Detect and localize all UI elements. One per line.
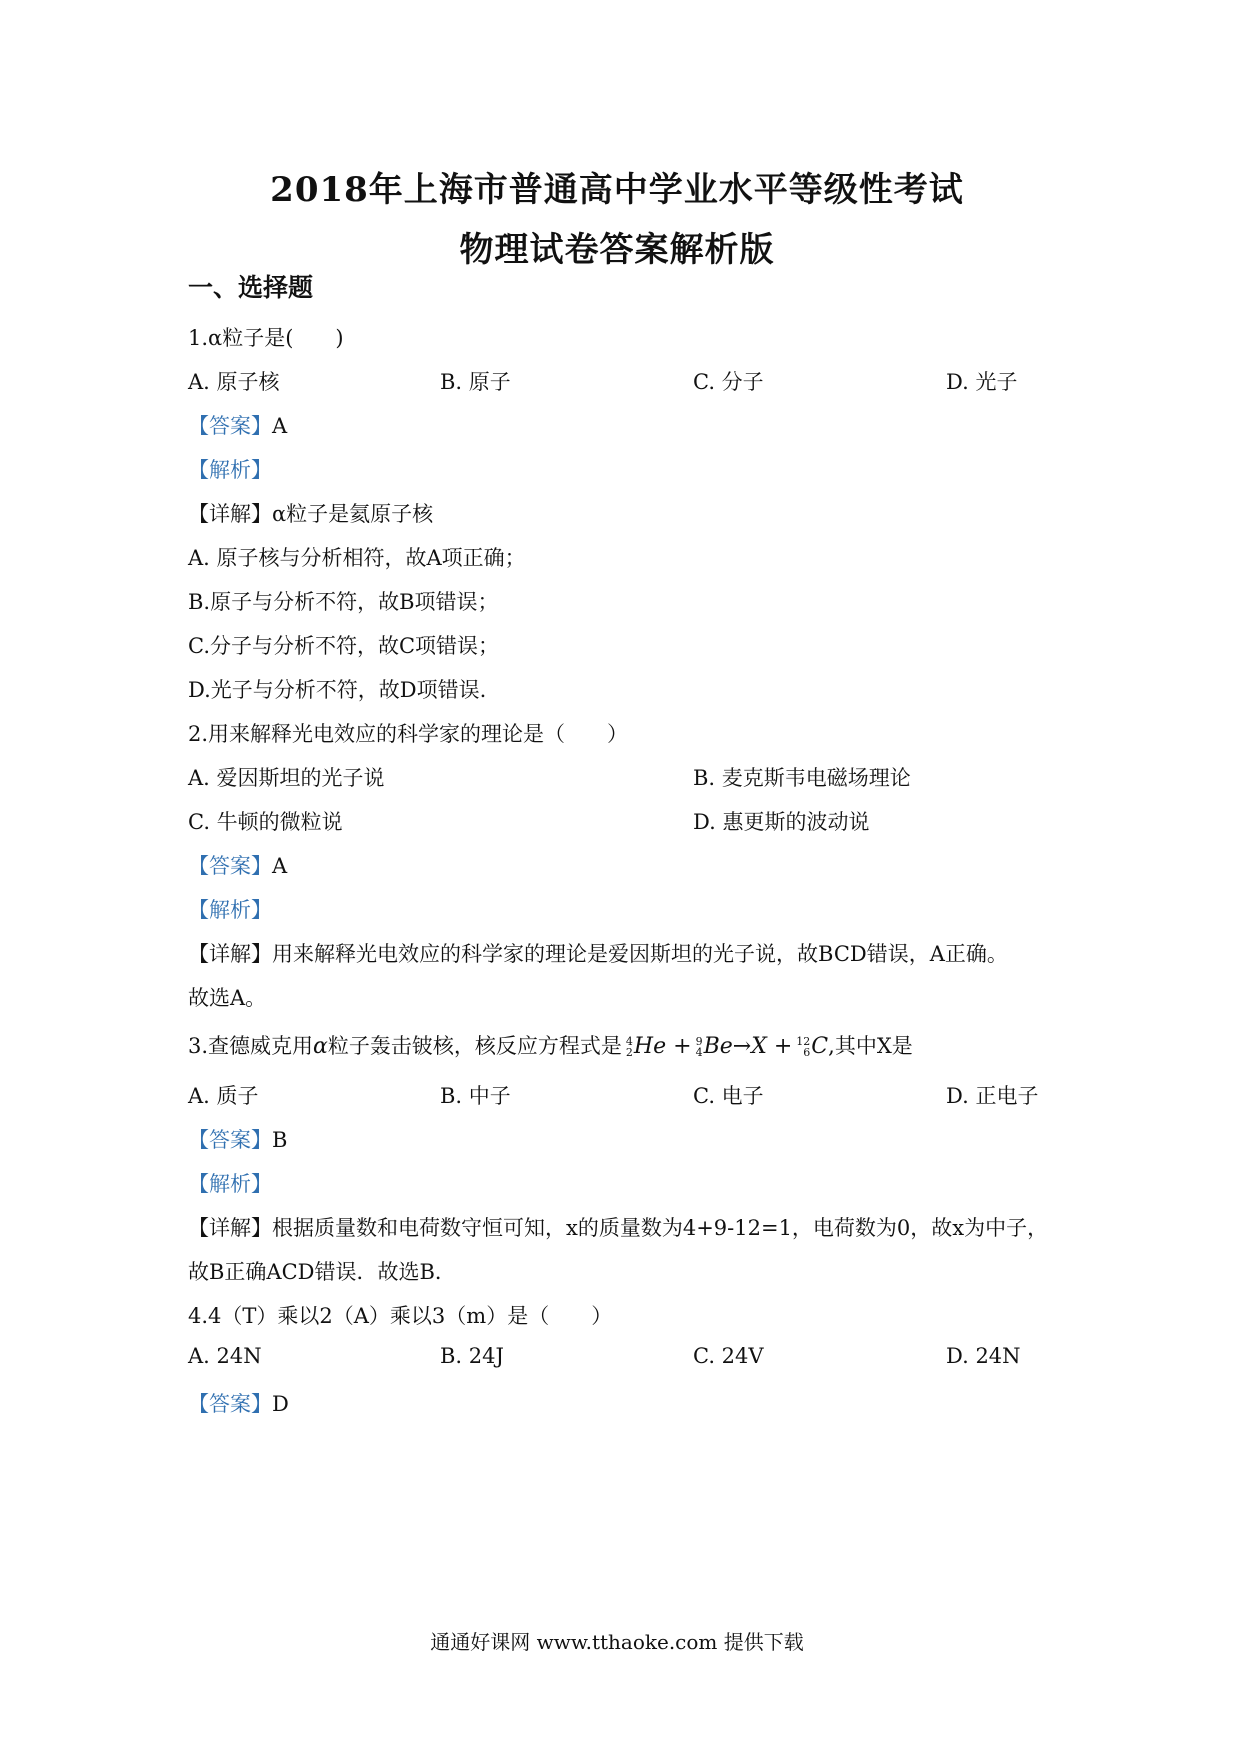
q1-option-c: C. 分子 — [693, 370, 764, 394]
answer-tag: 【答案】 — [188, 854, 272, 878]
document-title: 2018年上海市普通高中学业水平等级性考试 — [270, 170, 964, 210]
section-heading: 一、选择题 — [188, 273, 314, 302]
q2-answer-value: A — [272, 854, 288, 878]
detail-tag: 【详解】 — [188, 1216, 272, 1240]
page-footer: 通通好课网 www.tthaoke.com 提供下载 — [430, 1630, 804, 1654]
q1-explanation-b: B.原子与分析不符，故B项错误； — [188, 590, 499, 614]
q3-answer-value: B — [272, 1128, 288, 1152]
q2-detail-line2: 故选A。 — [188, 986, 267, 1010]
q2-option-c: C. 牛顿的微粒说 — [188, 810, 343, 834]
q3-stem — [188, 1030, 913, 1060]
q3-option-d: D. 正电子 — [946, 1084, 1039, 1108]
q1-explanation-d: D.光子与分析不符，故D项错误. — [188, 678, 487, 702]
be-charge-number: 4 — [695, 1046, 703, 1059]
q1-option-b: B. 原子 — [440, 370, 511, 394]
nuclear-equation — [622, 1034, 828, 1059]
he-mass-number: 4 — [625, 1035, 633, 1048]
q1-answer — [188, 410, 287, 440]
q1-explanation-c: C.分子与分析不符，故C项错误； — [188, 634, 500, 658]
c-charge-number: 6 — [803, 1046, 811, 1059]
c-symbol: C — [811, 1034, 829, 1059]
q1-detail — [188, 498, 433, 528]
he-symbol: He — [633, 1034, 667, 1059]
q3-stem-suffix: ,其中X是 — [828, 1034, 913, 1058]
q3-detail-line2: 故B正确ACD错误．故选B． — [188, 1260, 456, 1284]
q4-stem: 4.4（T）乘以2（A）乘以3（m）是（ ） — [188, 1304, 613, 1328]
answer-tag: 【答案】 — [188, 1128, 272, 1152]
q2-detail-text: 用来解释光电效应的科学家的理论是爱因斯坦的光子说，故BCD错误，A正确。 — [272, 942, 1008, 966]
q4-option-a: A. 24N — [188, 1344, 262, 1368]
be-symbol: Be — [703, 1034, 733, 1059]
q1-explanation-a: A. 原子核与分析相符，故A项正确； — [188, 546, 526, 570]
q3-answer — [188, 1124, 287, 1154]
c-isotope-numbers — [796, 1036, 810, 1058]
q2-stem: 2.用来解释光电效应的科学家的理论是（ ） — [188, 722, 629, 746]
q1-option-d: D. 光子 — [946, 370, 1018, 394]
q3-stem-mid: 粒子轰击铍核，核反应方程式是 — [327, 1034, 622, 1058]
q3-option-c: C. 电子 — [693, 1084, 764, 1108]
alpha-symbol: α — [313, 1034, 328, 1059]
q2-option-d: D. 惠更斯的波动说 — [693, 810, 870, 834]
q3-detail — [188, 1212, 1048, 1242]
q1-option-a: A. 原子核 — [188, 370, 280, 394]
answer-tag: 【答案】 — [188, 1392, 272, 1416]
q1-stem: 1.α粒子是( ) — [188, 326, 344, 350]
q4-option-b: B. 24J — [440, 1344, 504, 1368]
q2-option-a: A. 爱因斯坦的光子说 — [188, 766, 385, 790]
q1-analysis-tag: 【解析】 — [188, 458, 272, 482]
q3-detail-text: 根据质量数和电荷数守恒可知，x的质量数为4+9-12=1，电荷数为0，故x为中子， — [272, 1216, 1049, 1240]
q1-answer-value: A — [272, 414, 288, 438]
q2-detail — [188, 938, 1008, 968]
detail-tag: 【详解】 — [188, 942, 272, 966]
reaction-arrow: → — [732, 1034, 752, 1059]
q3-option-b: B. 中子 — [440, 1084, 511, 1108]
q4-option-c: C. 24V — [693, 1344, 764, 1368]
q2-analysis-tag: 【解析】 — [188, 898, 272, 922]
plus-sign: + — [773, 1034, 793, 1059]
q4-option-d: D. 24N — [946, 1344, 1021, 1368]
q2-option-b: B. 麦克斯韦电磁场理论 — [693, 766, 911, 790]
be-mass-number: 9 — [695, 1035, 703, 1048]
detail-tag: 【详解】 — [188, 502, 272, 526]
he-charge-number: 2 — [625, 1046, 633, 1059]
c-mass-number: 12 — [796, 1035, 811, 1048]
q2-answer — [188, 850, 287, 880]
q1-detail-text: α粒子是氦原子核 — [272, 502, 434, 526]
x-symbol: X — [751, 1034, 767, 1059]
document-subtitle: 物理试卷答案解析版 — [459, 230, 775, 270]
he-isotope-numbers — [626, 1036, 633, 1058]
be-isotope-numbers — [696, 1036, 703, 1058]
q3-stem-prefix: 3.查德威克用 — [188, 1034, 314, 1058]
answer-tag: 【答案】 — [188, 414, 272, 438]
plus-sign: + — [673, 1034, 692, 1059]
q3-analysis-tag: 【解析】 — [188, 1172, 272, 1196]
q4-answer — [188, 1388, 289, 1418]
q4-answer-value: D — [272, 1392, 289, 1416]
q3-option-a: A. 质子 — [188, 1084, 259, 1108]
